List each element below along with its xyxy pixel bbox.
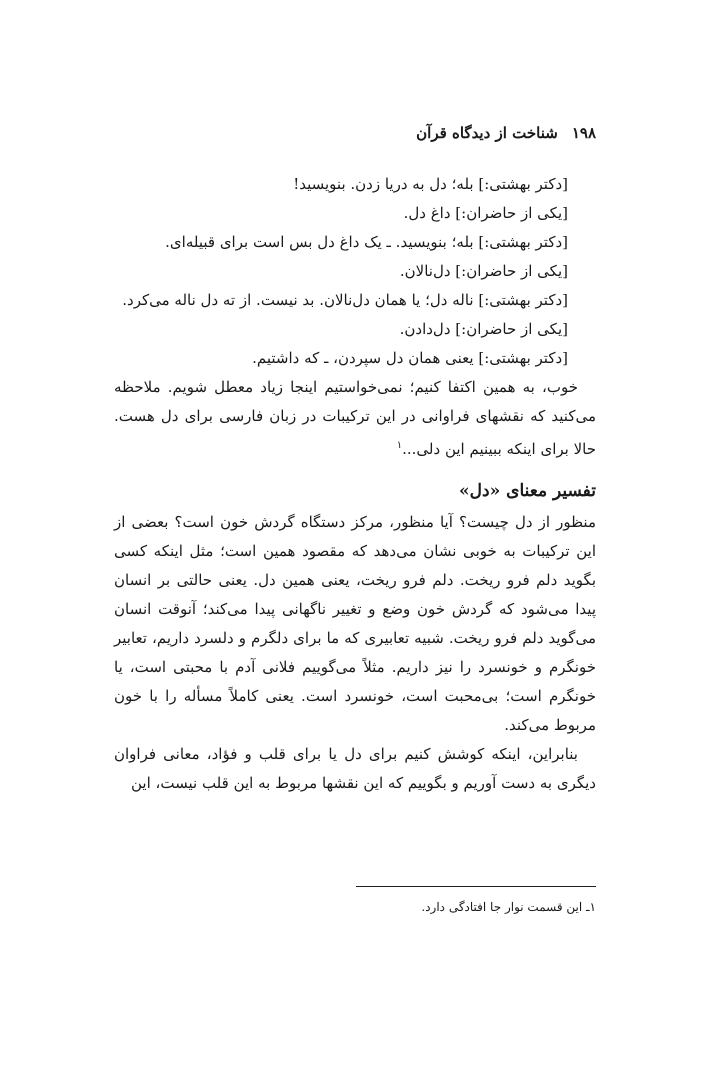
running-header xyxy=(112,118,596,148)
dialogue-line: [دکتر بهشتی:] بله؛ بنویسید. ـ یک داغ دل بس است برای قبیله‌ای. xyxy=(165,233,568,251)
dialogue-line: [دکتر بهشتی:] ناله دل؛ یا همان دل‌نالان. بد نیست. از ته دل ناله می‌کرد. xyxy=(122,291,568,309)
paragraph-conclusion: بنابراین، اینکه کوشش کنیم برای دل یا برای قلب و فؤاد، معانی فراوان دیگری به دست آوریم و بگوییم که این نقشها مربوط به این قلب نیست، این xyxy=(114,745,596,792)
paragraph-heart-meaning: منظور از دل چیست؟ آیا منظور، مرکز دستگاه گردش خون است؟ بعضی از این ترکیبات به خوبی نشان می‌دهد که مقصود همین است؛ مثل اینکه کسی بگوید دلم فرو ریخت. دلم فرو ریخت، یعنی همین دل. یعنی حالتی بر انسان پیدا می‌شود که گردش خون وضع و تغییر ناگهانی پیدا می‌کند؛ آنوقت انسان می‌گوید دلم فرو ریخت. شبیه تعابیری که ما برای دلگرم و دلسرد داریم، تعابیر خونگرم و خونسرد را نیز داریم. مثلاً می‌گوییم فلانی آدم با محبتی است، یا خونگرم است؛ بی‌محبت است، خونسرد است. یعنی کاملاً مسأله را با خون مربوط می‌کند. xyxy=(114,513,597,734)
footnote: ۱ـ این قسمت نوار جا افتادگی دارد. xyxy=(421,900,596,914)
main-text xyxy=(114,170,596,798)
footnote-divider xyxy=(356,886,596,887)
book-title: شناخت از دیدگاه قرآن xyxy=(416,124,558,142)
dialogue-line: [یکی از حاضران:] دل‌دادن. xyxy=(399,320,568,338)
page-number: ۱۹۸ xyxy=(571,124,596,142)
dialogue-line: [یکی از حاضران:] دل‌نالان. xyxy=(399,262,568,280)
paragraph-closing-discussion xyxy=(114,373,596,464)
dialogue-line: [دکتر بهشتی:] بله؛ دل به دریا زدن. بنویسید! xyxy=(293,175,568,193)
section-heading: تفسیر معنای «دل» xyxy=(459,481,596,501)
dialogue-line: [یکی از حاضران:] داغ دل. xyxy=(403,204,568,222)
dialogue-line: [دکتر بهشتی:] یعنی همان دل سپردن، ـ که داشتیم. xyxy=(252,349,568,367)
paragraph-text: خوب، به همین اکتفا کنیم؛ نمی‌خواستیم اینجا زیاد معطل شویم. ملاحظه می‌کنید که نقشهای فراوانی در این ترکیبات در زبان فارسی برای دل هست. حالا برای اینکه ببینیم این دلی... xyxy=(114,378,596,458)
footnote-reference: ۱ xyxy=(396,440,403,451)
